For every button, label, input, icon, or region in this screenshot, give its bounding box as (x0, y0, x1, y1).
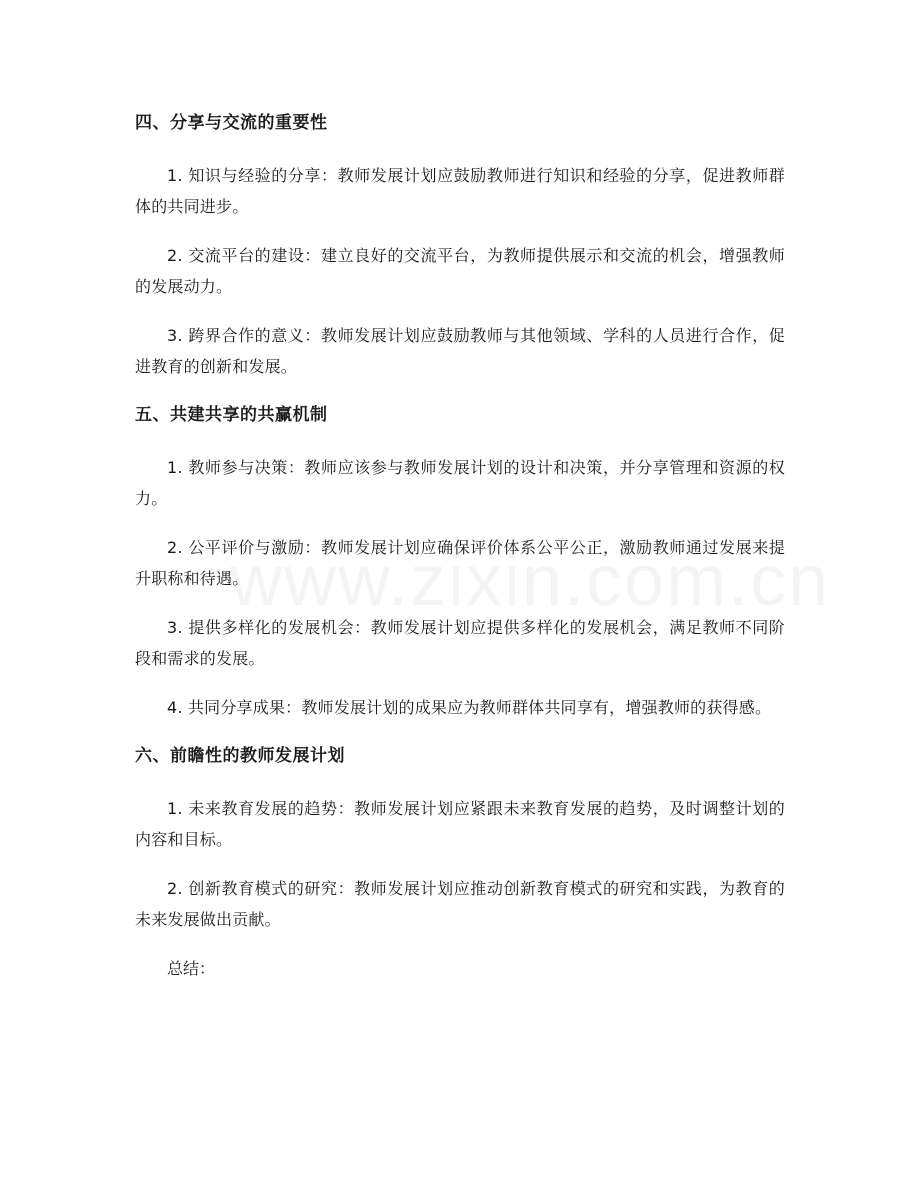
section-heading: 四、分享与交流的重要性 (135, 113, 328, 133)
list-item: 3. 跨界合作的意义：教师发展计划应鼓励教师与其他领域、学科的人员进行合作，促进教育的创新和发展。 (135, 326, 785, 376)
summary-label: 总结： (167, 959, 216, 978)
list-item: 4. 共同分享成果：教师发展计划的成果应为教师群体共同享有，增强教师的获得感。 (167, 698, 772, 717)
list-item: 3. 提供多样化的发展机会：教师发展计划应提供多样化的发展机会，满足教师不同阶段和需求的发展。 (135, 618, 785, 668)
document-body (135, 108, 785, 984)
section-forward-looking (135, 741, 785, 935)
list-item: 1. 知识与经验的分享：教师发展计划应鼓励教师进行知识和经验的分享，促进教师群体的共同进步。 (135, 166, 785, 216)
section-sharing (135, 108, 785, 382)
list-item: 2. 创新教育模式的研究：教师发展计划应推动创新教育模式的研究和实践，为教育的未来发展做出贡献。 (135, 879, 785, 929)
section-heading: 五、共建共享的共赢机制 (135, 405, 328, 425)
section-heading: 六、前瞻性的教师发展计划 (135, 746, 345, 766)
list-item: 2. 公平评价与激励：教师发展计划应确保评价体系公平公正，激励教师通过发展来提升职称和待遇。 (135, 538, 785, 588)
list-item: 1. 未来教育发展的趋势：教师发展计划应紧跟未来教育发展的趋势，及时调整计划的内容和目标。 (135, 799, 785, 849)
list-item: 2. 交流平台的建设：建立良好的交流平台，为教师提供展示和交流的机会，增强教师的发展动力。 (135, 246, 785, 296)
list-item: 1. 教师参与决策：教师应该参与教师发展计划的设计和决策，并分享管理和资源的权力。 (135, 458, 785, 508)
section-win-win (135, 400, 785, 723)
